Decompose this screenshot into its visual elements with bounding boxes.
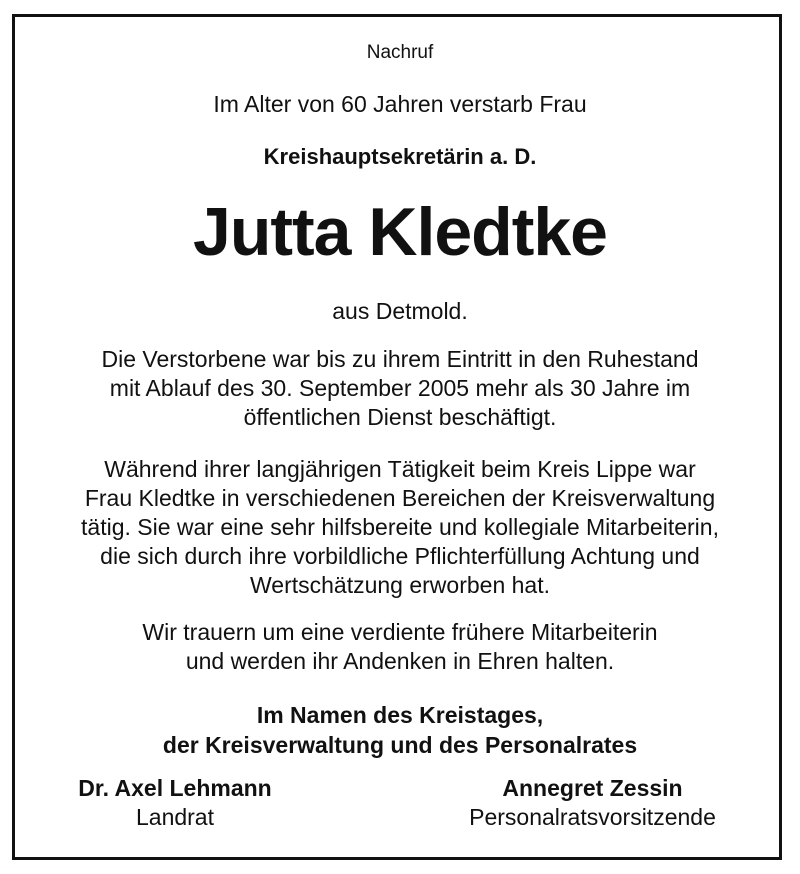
signer-name: Dr. Axel Lehmann [78,775,272,801]
signer-left [45,774,305,832]
paragraph-line: Die Verstorbene war bis zu ihrem Eintritt in den Ruhestand [101,346,699,372]
signer-role: Personalratsvorsitzende [469,804,716,830]
signer-role: Landrat [135,804,214,830]
closing-block [0,700,800,760]
deceased-origin: aus Detmold. [332,298,468,324]
paragraph-line: Während ihrer langjährigen Tätigkeit beim Kreis Lippe war [104,456,696,482]
paragraph-line: mit Ablauf des 30. September 2005 mehr als 30 Jahre im [109,375,691,401]
paragraph-line: Wir trauern um eine verdiente frühere Mitarbeiterin [142,619,658,645]
paragraph-line: Frau Kledtke in verschiedenen Bereichen der Kreisverwaltung [84,485,716,511]
paragraph-line: und werden ihr Andenken in Ehren halten. [185,648,615,674]
signer-name: Annegret Zessin [502,775,683,801]
paragraph-career [0,345,800,432]
paragraph-line: tätig. Sie war eine sehr hilfsbereite und kollegiale Mitarbeiterin, [81,514,719,540]
closing-line: der Kreisverwaltung und des Personalrates [162,732,638,758]
paragraph-line: Wertschätzung erworben hat. [249,572,550,598]
paragraph-line: öffentlichen Dienst beschäftigt. [243,404,557,430]
notice-heading: Nachruf [366,42,434,63]
deceased-title: Kreishauptsekretärin a. D. [263,144,537,169]
closing-line: Im Namen des Kreistages, [256,702,544,728]
deceased-name: Jutta Kledtke [193,194,607,270]
signer-right [440,774,745,832]
paragraph-tribute [0,455,800,600]
paragraph-line: die sich durch ihre vorbildliche Pflichterfüllung Achtung und [100,543,700,569]
paragraph-mourning [0,618,800,676]
intro-text: Im Alter von 60 Jahren verstarb Frau [213,91,587,117]
